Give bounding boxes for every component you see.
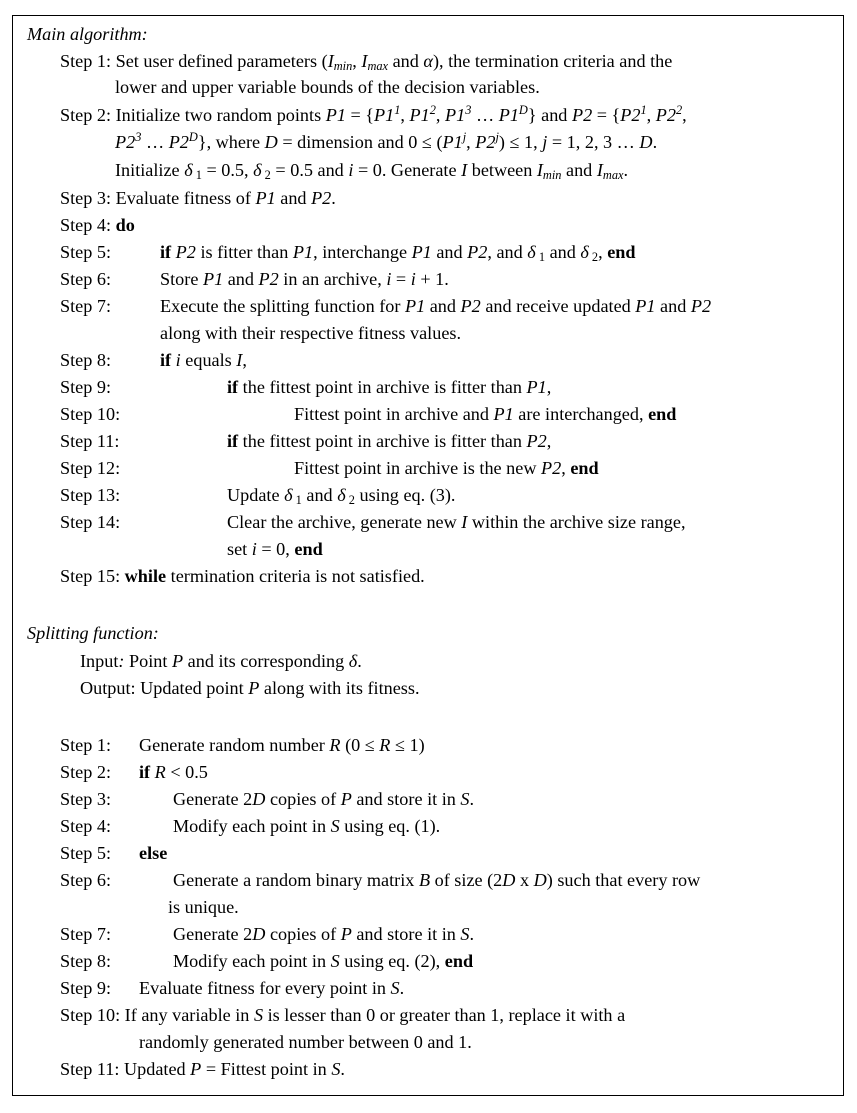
- step-text: Initialize two random points $P1 = \{P1^1$, $P1^2$, $P1^3$ … $P1^D$} and $P2 = \{P2^1$, $P2^2$,: [115, 103, 687, 125]
- split-step-10-cont: randomly generated number between 0 and 1.: [139, 1032, 472, 1052]
- split-step-8: [60, 950, 111, 972]
- step-text: termination criteria is not satisfied.: [170, 566, 425, 586]
- main-step-15: [60, 565, 425, 587]
- step-label: Step 6:: [60, 269, 112, 289]
- split-step-7: [60, 923, 111, 945]
- main-step-4: [60, 214, 135, 236]
- split-step-8-text: Modify each point in S using eq. (2), end: [173, 951, 474, 971]
- step-label: Step 3:: [60, 789, 112, 809]
- main-step-12-text: Fittest point in archive is the new P2, end: [294, 458, 599, 478]
- split-step-4-text: Modify each point in S using eq. (1).: [173, 816, 441, 836]
- main-step-3: [60, 187, 336, 209]
- step-label: Step 12:: [60, 458, 121, 478]
- split-step-4: [60, 815, 111, 837]
- step-label: Step 4:: [60, 816, 112, 836]
- main-step-7-cont: along with their respective fitness values.: [160, 323, 462, 343]
- main-step-2-cont: $P2^3$ … $P2^D$}, where D = dimension and $0 \le (P1^j$, $P2^j) \le 1$, j = 1, 2, 3 … D.: [115, 130, 658, 152]
- step-label: Step 2:: [60, 762, 112, 782]
- splitting-function-heading: Splitting function:: [27, 623, 159, 643]
- step-label: Step 10:: [60, 404, 121, 424]
- step-label: Step 8:: [60, 350, 112, 370]
- split-step-6-cont: is unique.: [168, 897, 239, 917]
- split-step-6-text: Generate a random binary matrix B of size (2D x D) such that every row: [173, 870, 701, 890]
- main-step-8: [60, 349, 111, 371]
- main-step-2-cont2: Initialize δ $_1$ = 0.5, δ $_2$ = 0.5 and i = 0. Generate I between $I_{min}$ and $I_{max}$.: [115, 160, 629, 183]
- split-step-5: [60, 842, 111, 864]
- step-label: Step 15:: [60, 566, 121, 586]
- step-label: Step 14:: [60, 512, 121, 532]
- step-label: Step 7:: [60, 924, 112, 944]
- step-label: Step 13:: [60, 485, 121, 505]
- step-label: Step 1:: [60, 51, 112, 71]
- main-step-1-cont: lower and upper variable bounds of the decision variables.: [115, 77, 540, 97]
- step-label: Step 3:: [60, 188, 112, 208]
- main-step-10-text: Fittest point in archive and P1 are interchanged, end: [294, 404, 677, 424]
- split-step-2-text: if R < 0.5: [139, 762, 208, 782]
- step-label: Step 2:: [60, 105, 112, 125]
- split-step-6: [60, 869, 111, 891]
- main-step-9: [60, 376, 111, 398]
- main-step-14: [60, 511, 120, 533]
- main-step-1: [60, 50, 672, 72]
- keyword-do: do: [115, 215, 135, 235]
- split-step-1: [60, 734, 111, 756]
- main-step-2: [60, 104, 687, 126]
- step-label: Step 9:: [60, 978, 112, 998]
- step-label: Step 11:: [60, 1059, 120, 1079]
- main-step-5-text: if P2 is fitter than P1, interchange P1 and P2, and δ $_1$ and δ $_2$, end: [160, 242, 636, 265]
- split-step-9: [60, 977, 111, 999]
- main-step-6: [60, 268, 111, 290]
- split-step-11: [60, 1058, 345, 1080]
- split-output: Output: Updated point P along with its fitness.: [80, 678, 420, 698]
- main-step-5: [60, 241, 111, 263]
- step-label: Step 6:: [60, 870, 112, 890]
- step-label: Step 5:: [60, 843, 112, 863]
- split-step-10: [60, 1004, 625, 1026]
- main-step-9-text: if the fittest point in archive is fitter than P1,: [227, 377, 552, 397]
- step-label: Step 10:: [60, 1005, 121, 1025]
- step-label: Step 4:: [60, 215, 112, 235]
- main-step-7-text: Execute the splitting function for P1 and P2 and receive updated P1 and P2: [160, 296, 712, 316]
- main-step-6-text: Store P1 and P2 in an archive, i = i + 1.: [160, 269, 449, 289]
- step-label: Step 8:: [60, 951, 112, 971]
- split-input: Input: Point P and its corresponding δ.: [80, 651, 362, 671]
- step-text: If any variable in S is lesser than 0 or greater than 1, replace it with a: [124, 1005, 626, 1025]
- main-algorithm-heading: Main algorithm:: [27, 24, 148, 44]
- keyword-while: while: [124, 566, 167, 586]
- main-step-7: [60, 295, 111, 317]
- step-label: Step 11:: [60, 431, 120, 451]
- main-step-13: [60, 484, 120, 506]
- step-text: Set user defined parameters ($I_{min}$, $I_{max}$ and α), the termination criteria and the: [115, 51, 673, 74]
- main-step-10: [60, 403, 120, 425]
- main-step-11: [60, 430, 119, 452]
- main-step-14-text: Clear the archive, generate new I within the archive size range,: [227, 512, 686, 532]
- main-step-13-text: Update δ $_1$ and δ $_2$ using eq. (3).: [227, 485, 456, 508]
- step-label: Step 5:: [60, 242, 112, 262]
- main-step-12: [60, 457, 120, 479]
- split-step-3: [60, 788, 111, 810]
- split-step-5-text: else: [139, 843, 168, 863]
- split-step-7-text: Generate 2D copies of P and store it in S.: [173, 924, 475, 944]
- main-step-11-text: if the fittest point in archive is fitter than P2,: [227, 431, 552, 451]
- split-step-1-text: Generate random number R (0 ≤ R ≤ 1): [139, 735, 425, 755]
- step-text: Updated P = Fittest point in S.: [124, 1059, 345, 1079]
- split-step-2: [60, 761, 111, 783]
- main-step-14-cont: set i = 0, end: [227, 539, 323, 559]
- main-step-8-text: if i equals I,: [160, 350, 247, 370]
- split-step-9-text: Evaluate fitness for every point in S.: [139, 978, 405, 998]
- step-label: Step 1:: [60, 735, 112, 755]
- step-label: Step 9:: [60, 377, 112, 397]
- step-text: Evaluate fitness of P1 and P2.: [115, 188, 336, 208]
- step-label: Step 7:: [60, 296, 112, 316]
- split-step-3-text: Generate 2D copies of P and store it in S.: [173, 789, 475, 809]
